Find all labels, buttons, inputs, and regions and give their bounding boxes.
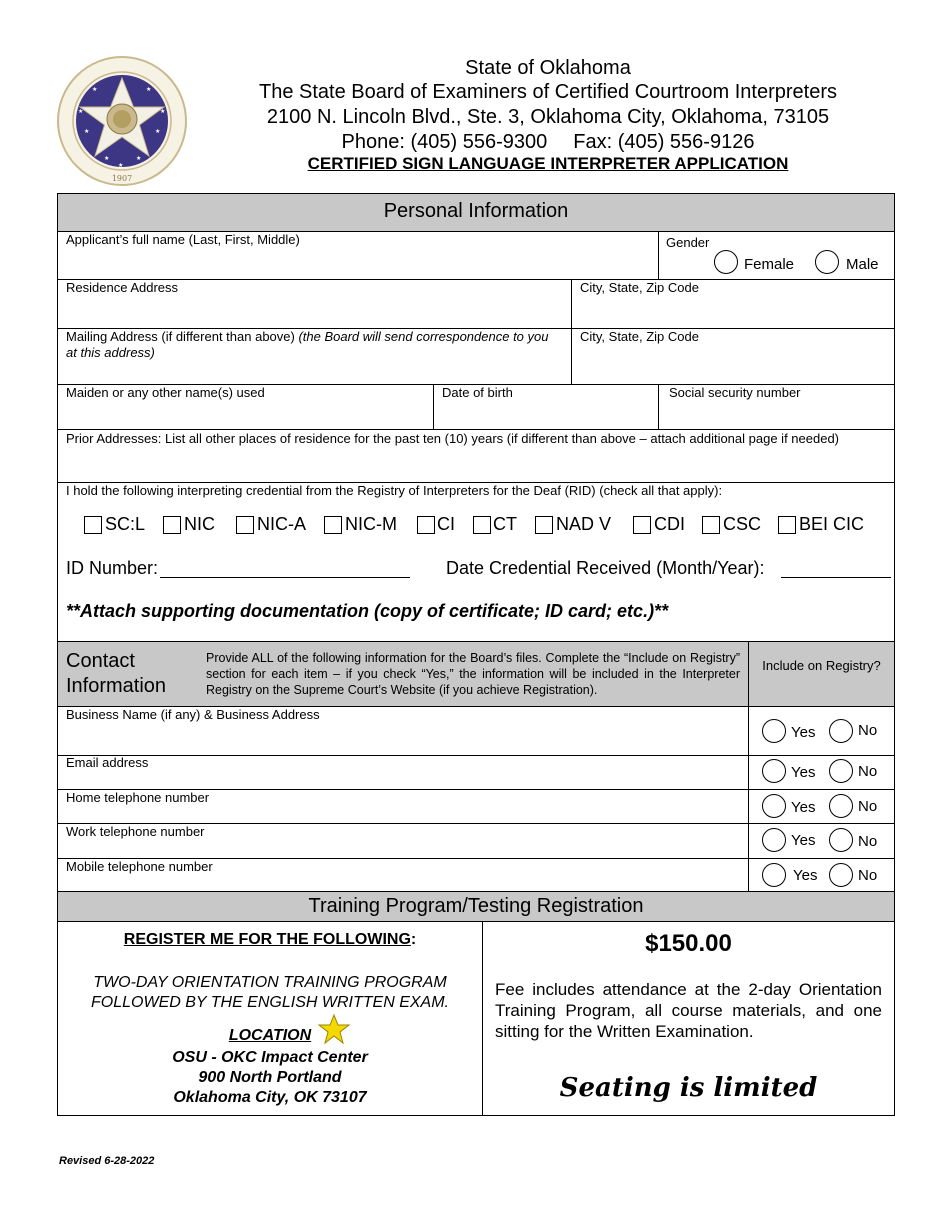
attach-note: **Attach supporting documentation (copy of certificate; ID card; etc.)** bbox=[66, 601, 669, 621]
seating-note: Seating is limited bbox=[559, 1073, 818, 1103]
svg-text:★: ★ bbox=[160, 108, 166, 115]
credential-bei-cic-checkbox[interactable] bbox=[778, 516, 796, 534]
id-number-input-line[interactable] bbox=[160, 577, 410, 578]
credential-nic-a-checkbox[interactable] bbox=[236, 516, 254, 534]
mobile-no-label: No bbox=[858, 867, 878, 884]
credential-nad-v-label: NAD V bbox=[556, 514, 612, 534]
star-icon bbox=[318, 1013, 350, 1045]
credential-cdi-checkbox[interactable] bbox=[633, 516, 651, 534]
ssn-field[interactable]: Social security number bbox=[669, 385, 801, 400]
svg-text:★: ★ bbox=[118, 162, 124, 169]
gender-label: Gender bbox=[666, 235, 710, 250]
venue-block bbox=[58, 1048, 482, 1108]
contact-title-line2: Information bbox=[66, 675, 167, 697]
home-no-label: No bbox=[858, 798, 878, 815]
work-registry-no-radio[interactable] bbox=[829, 828, 853, 852]
fee-description: Fee includes attendance at the 2-day Orientation Training Program, all course materials, and one sitting for the Written Examination. bbox=[495, 980, 882, 1041]
mobile-registry-no-radio[interactable] bbox=[829, 863, 853, 887]
gender-male-label: Male bbox=[846, 256, 879, 273]
date-received-label: Date Credential Received (Month/Year): bbox=[446, 558, 765, 578]
home-registry-yes-radio[interactable] bbox=[762, 794, 786, 818]
svg-text:★: ★ bbox=[146, 86, 152, 93]
credential-bei-cic-label: BEI CIC bbox=[799, 514, 865, 534]
credential-scl-checkbox[interactable] bbox=[84, 516, 102, 534]
register-heading-text: REGISTER ME FOR THE FOLLOWING bbox=[123, 931, 411, 948]
credential-ci-checkbox[interactable] bbox=[417, 516, 435, 534]
include-registry-header-bg bbox=[749, 642, 894, 706]
home-yes-label: Yes bbox=[791, 799, 816, 816]
residence-address-field[interactable]: Residence Address bbox=[66, 280, 179, 295]
credential-nad-v-checkbox[interactable] bbox=[535, 516, 553, 534]
venue-street: 900 North Portland bbox=[198, 1069, 342, 1086]
header-fax: Fax: (405) 556-9126 bbox=[573, 131, 755, 153]
credential-nic-m-checkbox[interactable] bbox=[324, 516, 342, 534]
id-number-label: ID Number: bbox=[66, 558, 159, 578]
email-yes-label: Yes bbox=[791, 764, 816, 781]
business-registry-no-radio[interactable] bbox=[829, 719, 853, 743]
program-description bbox=[58, 973, 482, 1013]
credential-ct-checkbox[interactable] bbox=[473, 516, 491, 534]
business-yes-label: Yes bbox=[791, 724, 816, 741]
credential-intro: I hold the following interpreting credential from the Registry of Interpreters for the Deaf (RID) (check all that apply): bbox=[66, 483, 723, 498]
svg-text:★: ★ bbox=[92, 86, 98, 93]
mailing-address-note: (the Board will send correspondence to you at this address) bbox=[66, 329, 549, 360]
maiden-name-field[interactable]: Maiden or any other name(s) used bbox=[66, 385, 265, 400]
revised-date: Revised 6-28-2022 bbox=[59, 1155, 155, 1167]
business-registry-yes-radio[interactable] bbox=[762, 719, 786, 743]
training-title: Training Program/Testing Registration bbox=[308, 895, 644, 917]
home-registry-no-radio[interactable] bbox=[829, 794, 853, 818]
header-state: State of Oklahoma bbox=[465, 57, 631, 79]
credential-ct-label: CT bbox=[493, 514, 517, 534]
credential-scl-label: SC:L bbox=[105, 514, 146, 534]
gender-female-label: Female bbox=[744, 256, 795, 273]
email-registry-yes-radio[interactable] bbox=[762, 759, 786, 783]
contact-instructions: Provide ALL of the following information for the Board’s files. Complete the “Include on Registry” section for each item – if you check “Yes,” the information will be included in the Interpreter Registry on the Supreme Court’s Website (if you achieve Registration). bbox=[206, 651, 740, 697]
credential-ci-label: CI bbox=[437, 514, 455, 534]
mobile-yes-label: Yes bbox=[793, 867, 818, 884]
contact-title-line1: Contact bbox=[66, 650, 135, 672]
prior-addresses-field[interactable]: Prior Addresses: List all other places of residence for the past ten (10) years (if different than above – attach additional page if needed) bbox=[66, 431, 839, 446]
svg-text:★: ★ bbox=[78, 108, 84, 115]
form-title: CERTIFIED SIGN LANGUAGE INTERPRETER APPLICATION bbox=[307, 154, 789, 173]
contact-info-title bbox=[66, 649, 166, 699]
register-heading-colon: : bbox=[410, 931, 417, 948]
venue-name: OSU - OKC Impact Center bbox=[172, 1049, 368, 1066]
work-phone-field[interactable]: Work telephone number bbox=[66, 824, 205, 839]
svg-text:★: ★ bbox=[155, 128, 161, 135]
home-phone-field[interactable]: Home telephone number bbox=[66, 790, 210, 805]
mailing-address-field[interactable] bbox=[66, 329, 562, 361]
mobile-registry-yes-radio[interactable] bbox=[762, 863, 786, 887]
seal-year: 1907 bbox=[111, 174, 133, 183]
date-received-input-line[interactable] bbox=[781, 577, 891, 578]
date-of-birth-field[interactable]: Date of birth bbox=[442, 385, 513, 400]
mailing-city-field[interactable]: City, State, Zip Code bbox=[580, 329, 699, 344]
header-address: 2100 N. Lincoln Blvd., Ste. 3, Oklahoma City, Oklahoma, 73105 bbox=[266, 106, 830, 128]
location-heading: LOCATION bbox=[228, 1027, 312, 1044]
program-line1: TWO-DAY ORIENTATION TRAINING PROGRAM bbox=[93, 974, 447, 991]
svg-text:★: ★ bbox=[84, 128, 90, 135]
work-no-label: No bbox=[858, 833, 878, 850]
credential-nic-checkbox[interactable] bbox=[163, 516, 181, 534]
credential-nic-m-label: NIC-M bbox=[345, 514, 397, 534]
business-no-label: No bbox=[858, 722, 878, 739]
include-registry-header: Include on Registry? bbox=[762, 658, 881, 673]
mailing-address-label: Mailing Address (if different than above) bbox=[66, 329, 299, 344]
email-registry-no-radio[interactable] bbox=[829, 759, 853, 783]
gender-male-radio[interactable] bbox=[815, 250, 839, 274]
personal-info-title: Personal Information bbox=[383, 200, 569, 222]
header-board: The State Board of Examiners of Certified Courtroom Interpreters bbox=[258, 81, 838, 103]
program-line2: FOLLOWED BY THE ENGLISH WRITTEN EXAM. bbox=[91, 994, 449, 1011]
credential-nic-a-label: NIC-A bbox=[257, 514, 306, 534]
work-yes-label: Yes bbox=[791, 832, 816, 849]
gender-female-radio[interactable] bbox=[714, 250, 738, 274]
residence-city-field[interactable]: City, State, Zip Code bbox=[580, 280, 699, 295]
register-heading bbox=[58, 931, 482, 949]
mobile-phone-field[interactable]: Mobile telephone number bbox=[66, 859, 213, 874]
credential-csc-label: CSC bbox=[723, 514, 762, 534]
header-phone: Phone: (405) 556-9300 bbox=[341, 131, 548, 153]
credential-nic-label: NIC bbox=[184, 514, 215, 534]
state-seal bbox=[56, 55, 188, 187]
svg-text:★: ★ bbox=[136, 155, 142, 162]
header-contact bbox=[220, 130, 876, 155]
business-address-field[interactable]: Business Name (if any) & Business Address bbox=[66, 707, 320, 722]
email-no-label: No bbox=[858, 763, 878, 780]
svg-text:★: ★ bbox=[104, 155, 110, 162]
email-field[interactable]: Email address bbox=[66, 755, 149, 770]
credential-csc-checkbox[interactable] bbox=[702, 516, 720, 534]
credential-cdi-label: CDI bbox=[654, 514, 685, 534]
work-registry-yes-radio[interactable] bbox=[762, 828, 786, 852]
price: $150.00 bbox=[645, 930, 732, 957]
venue-city: Oklahoma City, OK 73107 bbox=[173, 1089, 367, 1106]
full-name-field[interactable]: Applicant’s full name (Last, First, Middle) bbox=[66, 232, 300, 247]
